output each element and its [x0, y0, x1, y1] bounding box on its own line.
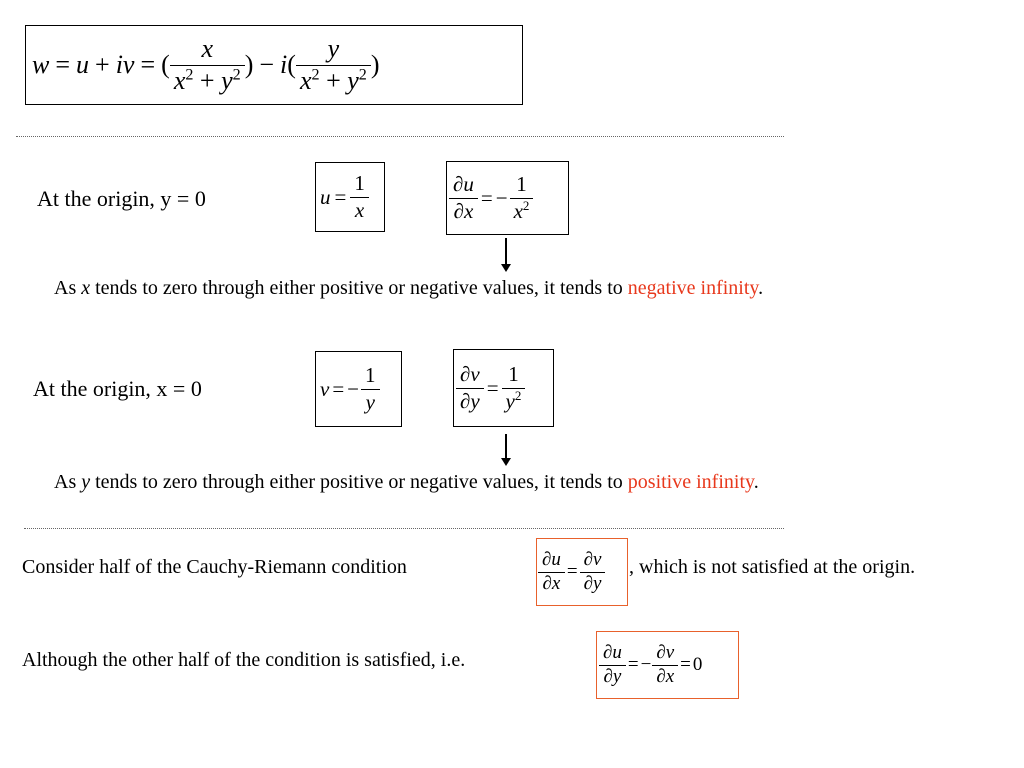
section2-note: As y tends to zero through either positive or negative values, it tends to positive infinity.	[54, 471, 759, 493]
main-equation-box	[25, 25, 523, 105]
cr2-text-before: Although the other half of the condition is satisfied, i.e.	[22, 649, 466, 671]
eq-v: v	[122, 50, 135, 79]
eq-frac2-numerator: y	[327, 33, 340, 63]
divider-top	[16, 136, 784, 137]
du-dx-fraction: $\frac{\partial u}{\partial x}$	[449, 173, 478, 222]
eq-i-2: i	[280, 50, 288, 79]
divider-bottom	[24, 528, 784, 529]
arrow-down-1	[505, 238, 507, 266]
eq-frac1-numerator: x	[201, 33, 214, 63]
cr1-condition-box: $\frac{\partial u}{\partial x}$ = $\frac{\partial v}{\partial y}$	[536, 538, 628, 606]
arrowhead-2	[501, 458, 511, 466]
eq-frac2-denominator: $x^2 + y^2$	[299, 65, 367, 95]
eq-u: u	[76, 50, 90, 79]
eq-paren-open-2: (	[287, 50, 296, 79]
dv-dy-fraction: $\frac{\partial v}{\partial y}$	[456, 363, 484, 412]
positive-infinity-highlight: positive infinity	[627, 471, 754, 493]
eq-plus: +	[95, 50, 110, 79]
negative-infinity-highlight: negative infinity	[627, 277, 759, 299]
section2-label: At the origin, x = 0	[33, 376, 202, 401]
eq-equals-2: =	[140, 50, 156, 79]
eq-minus: −	[259, 50, 275, 79]
cr1-text-before: Consider half of the Cauchy-Riemann condition	[22, 556, 407, 578]
cr2-condition-box: $\frac{\partial u}{\partial y}$ = − $\frac{\partial v}{\partial x}$ = 0	[596, 631, 739, 699]
u-fraction: $\frac{1}{x}$	[350, 172, 369, 221]
v-fraction: $\frac{1}{y}$	[361, 364, 380, 413]
one-over-y2-fraction: $\frac{1}{y^2}$	[502, 363, 526, 412]
eq-fraction-1	[170, 35, 245, 95]
section1-label: At the origin, y = 0	[37, 186, 206, 211]
eq-equals-1: =	[55, 50, 71, 79]
eq-i: i	[115, 50, 123, 79]
arrow-down-2	[505, 434, 507, 460]
eq-paren-open-1: (	[161, 50, 170, 79]
eq-w: w	[32, 50, 50, 79]
eq-fraction-2	[296, 35, 371, 95]
dv-dy-box: $\frac{\partial v}{\partial y}$ = $\frac{1}{y^2}$	[453, 349, 554, 427]
neg-one-over-x2-fraction: $\frac{1}{x^2}$	[510, 173, 534, 222]
cr1-text-after: , which is not satisfied at the origin.	[629, 556, 916, 578]
eq-frac1-denominator: $x^2 + y^2$	[173, 65, 241, 95]
eq-paren-close-2: )	[370, 50, 380, 79]
v-definition-box: v = − $\frac{1}{y}$	[315, 351, 402, 427]
du-dx-box: $\frac{\partial u}{\partial x}$ = − $\frac{1}{x^2}$	[446, 161, 569, 235]
arrowhead-1	[501, 264, 511, 272]
u-definition-box: u = $\frac{1}{x}$	[315, 162, 385, 232]
eq-paren-close-1: )	[244, 50, 254, 79]
section1-note: As x tends to zero through either positive or negative values, it tends to negative infinity.	[54, 277, 764, 299]
